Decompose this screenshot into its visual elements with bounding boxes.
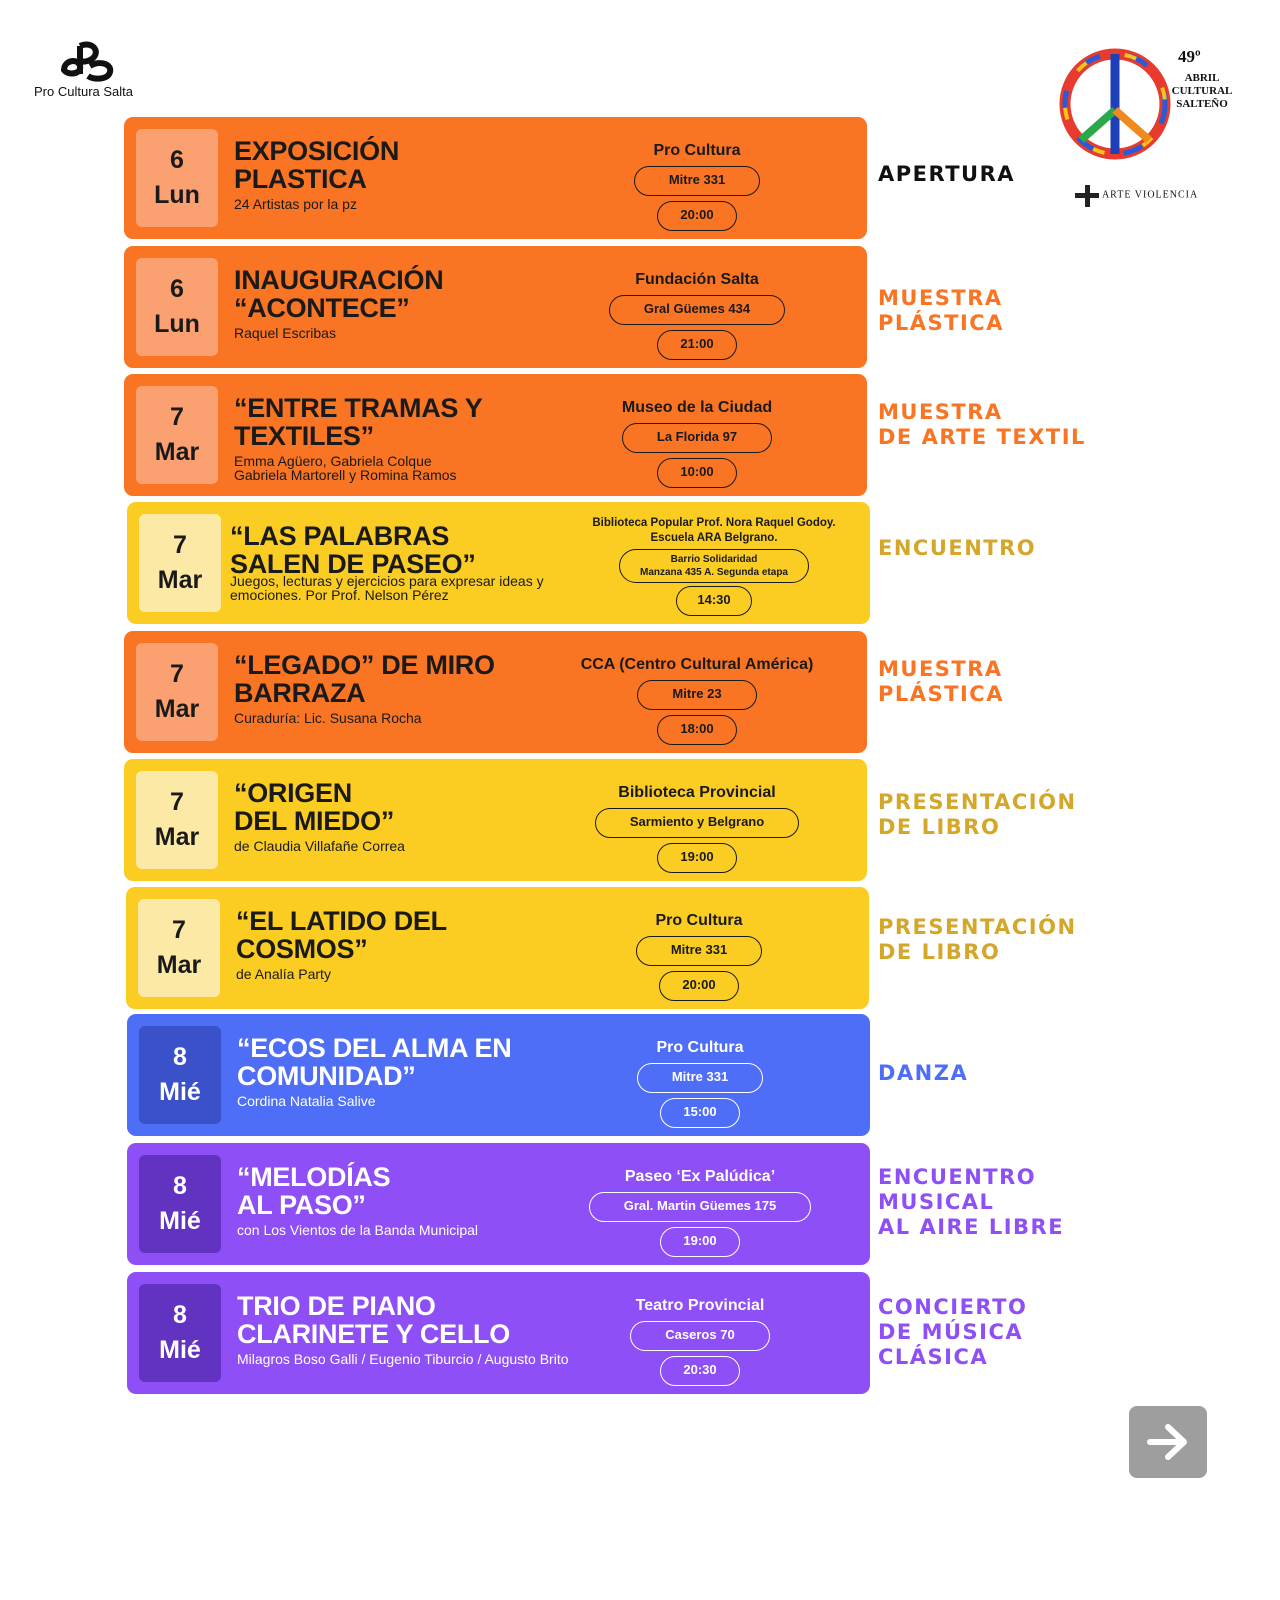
venue-name: Fundación Salta: [635, 271, 759, 288]
event-weekday: Lun: [154, 310, 200, 338]
venue-address: Sarmiento y Belgrano: [595, 808, 799, 838]
event-weekday: Mié: [159, 1078, 201, 1106]
venue-address: Mitre 331: [637, 1063, 763, 1093]
event-title-line: AL PASO”: [237, 1190, 366, 1220]
event-card: [126, 887, 869, 1009]
event-category: [878, 790, 1077, 840]
event-category-line: DE LIBRO: [878, 940, 1001, 964]
event-time: 20:00: [657, 201, 736, 231]
venue-name: Pro Cultura: [653, 142, 741, 159]
event-title-line: BARRAZA: [234, 678, 366, 708]
event-day: 7: [173, 531, 187, 559]
venue-address: Caseros 70: [630, 1321, 769, 1351]
event-category: [878, 915, 1077, 965]
event-weekday: Mié: [159, 1207, 201, 1235]
event-card: [124, 631, 867, 753]
venue-address: La Florida 97: [622, 423, 772, 453]
event-category: [878, 1165, 1064, 1240]
event-category-line: DANZA: [878, 1061, 969, 1085]
event-category-line: PLÁSTICA: [878, 311, 1004, 335]
event-weekday: Mar: [154, 823, 200, 851]
event-description: [234, 197, 357, 211]
event-venue: [574, 516, 854, 616]
event-description-line: Emma Agüero, Gabriela Colque: [234, 453, 432, 469]
venue-name: CCA (Centro Cultural América): [580, 656, 814, 673]
event-time: 19:00: [660, 1227, 739, 1257]
event-category-line: CLÁSICA: [878, 1345, 989, 1369]
event-description: [234, 839, 405, 853]
event-title-line: “ACONTECE”: [234, 293, 410, 323]
event-description: [237, 1352, 569, 1366]
event-venue: [550, 1167, 850, 1257]
event-category: [878, 1061, 968, 1086]
event-time: 10:00: [657, 458, 736, 488]
festival-name: ABRIL CULTURAL SALTEÑO: [1171, 72, 1233, 110]
venue-address: Mitre 331: [634, 166, 760, 196]
event-time: 20:30: [660, 1356, 739, 1386]
event-title-line: “LAS PALABRAS: [230, 521, 450, 551]
event-day: 8: [173, 1301, 187, 1329]
event-category: [878, 1295, 1027, 1370]
event-description: [237, 1223, 478, 1237]
venue-address: Gral Güemes 434: [609, 295, 785, 325]
event-weekday: Mar: [154, 695, 200, 723]
event-title: [237, 1292, 510, 1348]
event-venue: [547, 398, 847, 488]
event-description-line: Raquel Escribas: [234, 325, 336, 341]
event-description: [230, 574, 544, 602]
event-time: 20:00: [659, 971, 738, 1001]
event-title-line: INAUGURACIÓN: [234, 265, 444, 295]
event-venue: [550, 1296, 850, 1386]
event-day: 8: [173, 1172, 187, 1200]
event-time: 19:00: [657, 843, 736, 873]
event-title: [234, 651, 495, 707]
festival-tagline-text: ARTE VIOLENCIA: [1101, 189, 1199, 201]
event-description-line: Milagros Boso Galli / Eugenio Tiburcio / Augusto Brito: [237, 1351, 569, 1367]
event-category-line: ENCUENTRO: [878, 536, 1037, 560]
event-title-line: “MELODÍAS: [237, 1162, 391, 1192]
event-category-line: PRESENTACIÓN: [878, 915, 1077, 939]
event-title-line: “ECOS DEL ALMA EN: [237, 1033, 512, 1063]
event-card: [127, 502, 870, 624]
event-title-line: “ENTRE TRAMAS Y: [234, 393, 483, 423]
venue-name: Teatro Provincial: [635, 1297, 765, 1314]
event-date: [138, 899, 220, 997]
event-date: [136, 129, 218, 227]
event-day: 6: [170, 275, 184, 303]
event-category-line: PRESENTACIÓN: [878, 790, 1077, 814]
event-description: [237, 1094, 376, 1108]
event-venue: [547, 141, 847, 231]
venue-name: Biblioteca Popular Prof. Nora Raquel Godoy.: [592, 517, 836, 529]
next-button[interactable]: [1129, 1406, 1207, 1478]
event-description-line: 24 Artistas por la pz: [234, 196, 357, 212]
event-category: [878, 162, 1015, 187]
venue-name: Pro Cultura: [656, 1039, 744, 1056]
event-description: [234, 454, 457, 482]
event-title: [234, 137, 399, 193]
event-date: [139, 1026, 221, 1124]
event-category: [878, 536, 1036, 561]
event-time: 14:30: [676, 586, 751, 616]
venue-name-line2: Escuela ARA Belgrano.: [650, 532, 778, 544]
event-category-line: DE MÚSICA: [878, 1320, 1024, 1344]
event-title-line: TEXTILES”: [234, 421, 374, 451]
event-title-line: SALEN DE PASEO”: [230, 549, 476, 579]
event-card: [124, 117, 867, 239]
event-description-line: Curaduría: Lic. Susana Rocha: [234, 710, 422, 726]
event-title: [237, 1163, 390, 1219]
event-venue: [550, 1038, 850, 1128]
event-description-line: Juegos, lecturas y ejercicios para expresar ideas y: [230, 573, 544, 589]
event-title: [234, 779, 394, 835]
event-category-line: APERTURA: [878, 162, 1016, 186]
event-title: [234, 394, 483, 450]
cross-icon: [1075, 185, 1099, 205]
event-title-line: DEL MIEDO”: [234, 806, 395, 836]
event-category: [878, 657, 1004, 707]
event-category-line: CONCIERTO: [878, 1295, 1028, 1319]
event-description: [234, 711, 422, 725]
event-date: [139, 514, 221, 612]
event-title: [237, 1034, 511, 1090]
event-weekday: Mar: [154, 438, 200, 466]
event-card: [127, 1143, 870, 1265]
venue-name: Biblioteca Provincial: [618, 784, 776, 801]
venue-address: Mitre 23: [637, 680, 756, 710]
event-title-line: “LEGADO” DE MIRO: [234, 650, 495, 680]
event-category-line: DE LIBRO: [878, 815, 1001, 839]
event-description-line: de Analía Party: [236, 966, 331, 982]
event-description-line: emociones. Por Prof. Nelson Pérez: [230, 587, 449, 603]
event-day: 7: [170, 660, 184, 688]
event-weekday: Mar: [157, 566, 203, 594]
pro-cultura-logo-icon: [60, 40, 116, 82]
event-description-line: Cordina Natalia Salive: [237, 1093, 376, 1109]
venue-address-line: Barrio Solidaridad: [670, 554, 758, 565]
venue-address: [619, 549, 809, 583]
event-description-line: con Los Vientos de la Banda Municipal: [237, 1222, 479, 1238]
abril-cultural-logo: [1075, 40, 1255, 210]
event-category: [878, 286, 1004, 336]
event-description-line: de Claudia Villafañe Correa: [234, 838, 405, 854]
event-title-line: “EL LATIDO DEL: [236, 906, 447, 936]
event-date: [136, 643, 218, 741]
event-weekday: Lun: [154, 181, 200, 209]
venue-name: Pro Cultura: [655, 912, 743, 929]
event-date: [139, 1284, 221, 1382]
event-card: [124, 374, 867, 496]
event-card: [124, 246, 867, 368]
pro-cultura-label: Pro Cultura Salta: [34, 84, 133, 99]
event-weekday: Mar: [156, 951, 202, 979]
event-category-line: MUESTRA: [878, 400, 1003, 424]
event-title-line: COSMOS”: [236, 934, 368, 964]
event-description-line: Gabriela Martorell y Romina Ramos: [234, 467, 457, 483]
event-date: [136, 386, 218, 484]
event-date: [136, 771, 218, 869]
event-title-line: “ORIGEN: [234, 778, 352, 808]
event-description: [236, 967, 331, 981]
event-venue: [547, 783, 847, 873]
event-card: [124, 759, 867, 881]
event-category-line: AL AIRE LIBRE: [878, 1215, 1065, 1239]
venue-address: Mitre 331: [636, 936, 762, 966]
event-title-line: PLASTICA: [234, 164, 367, 194]
event-category-line: DE ARTE TEXTIL: [878, 425, 1086, 449]
arrow-right-icon: [1146, 1422, 1190, 1462]
event-time: 21:00: [657, 330, 736, 360]
event-venue: [547, 270, 847, 360]
event-weekday: Mié: [159, 1336, 201, 1364]
event-category-line: MUESTRA: [878, 286, 1003, 310]
event-title-line: CLARINETE Y CELLO: [237, 1319, 510, 1349]
event-category-line: MUSICAL: [878, 1190, 995, 1214]
event-day: 8: [173, 1043, 187, 1071]
venue-address-line: Manzana 435 A. Segunda etapa: [639, 567, 788, 578]
event-date: [139, 1155, 221, 1253]
event-card: [127, 1272, 870, 1394]
event-category: [878, 400, 1086, 450]
event-date: [136, 258, 218, 356]
event-title: [234, 266, 443, 322]
event-day: 7: [170, 403, 184, 431]
event-time: 15:00: [660, 1098, 739, 1128]
venue-address: Gral. Martin Güemes 175: [589, 1192, 811, 1222]
event-title-line: EXPOSICIÓN: [234, 136, 400, 166]
event-day: 7: [172, 916, 186, 944]
venue-name: Museo de la Ciudad: [621, 399, 773, 416]
event-day: 6: [170, 146, 184, 174]
event-category-line: MUESTRA: [878, 657, 1003, 681]
edition-number: 49º: [1178, 47, 1201, 66]
event-card: [127, 1014, 870, 1136]
event-description: [234, 326, 336, 340]
event-title: [230, 522, 476, 578]
pro-cultura-logo: [34, 40, 144, 100]
event-time: 18:00: [657, 715, 736, 745]
event-day: 7: [170, 788, 184, 816]
event-venue: [547, 655, 847, 745]
event-venue: [549, 911, 849, 1001]
event-title: [236, 907, 447, 963]
peace-sign-icon: [1057, 40, 1177, 165]
event-title-line: COMUNIDAD”: [237, 1061, 416, 1091]
event-title-line: TRIO DE PIANO: [237, 1291, 436, 1321]
event-category-line: PLÁSTICA: [878, 682, 1004, 706]
festival-tagline: [1075, 185, 1198, 205]
venue-name: Paseo ‘Ex Palúdica’: [624, 1168, 776, 1185]
event-category-line: ENCUENTRO: [878, 1165, 1037, 1189]
